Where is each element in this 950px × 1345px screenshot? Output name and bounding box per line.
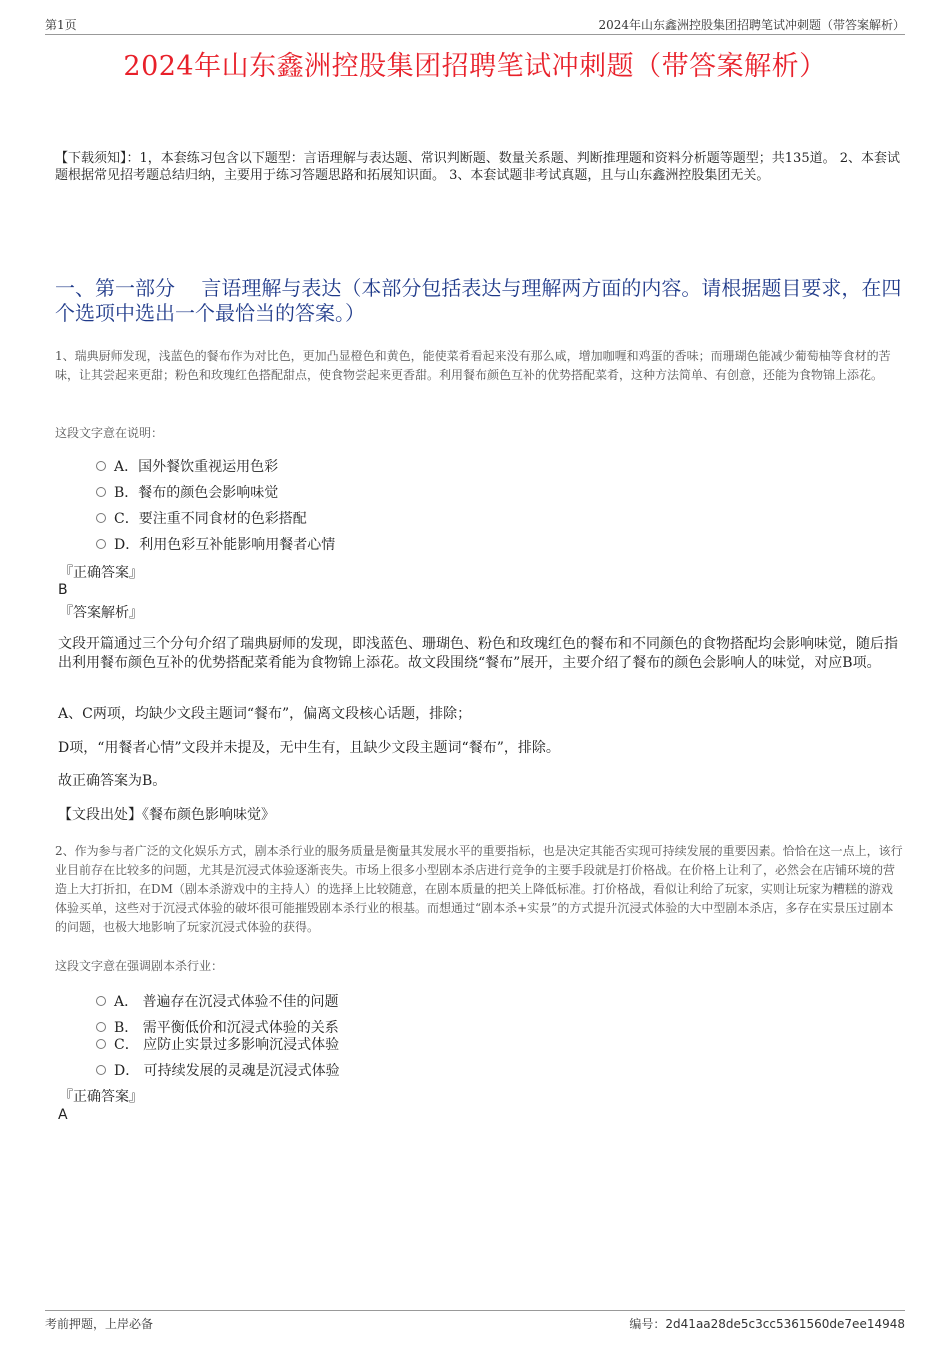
option-label: A．国外餐饮重视运用色彩 [114, 459, 279, 475]
question-2-option-d[interactable] [96, 1060, 340, 1080]
radio-button-icon[interactable] [96, 487, 106, 497]
question-1-option-c[interactable] [96, 508, 307, 528]
option-label: D．利用色彩互补能影响用餐者心情 [114, 537, 336, 553]
option-label: A． 普遍存在沉浸式体验不佳的问题 [114, 994, 339, 1010]
question-2-answer-label: 『正确答案』 [59, 1089, 143, 1105]
question-1-analysis-paragraph-2: A、C两项，均缺少文段主题词“餐布”，偏离文段核心话题，排除； [58, 706, 472, 722]
radio-button-icon[interactable] [96, 461, 106, 471]
radio-button-icon[interactable] [96, 1039, 106, 1049]
option-label: C．要注重不同食材的色彩搭配 [114, 511, 307, 527]
page-number: 第1页 [45, 18, 77, 32]
question-1-option-a[interactable] [96, 456, 278, 476]
question-1-answer-label: 『正确答案』 [59, 565, 143, 581]
question-1-text: 1、瑞典厨师发现，浅蓝色的餐布作为对比色，更加凸显橙色和黄色，能使菜肴看起来没有那么咸，增加咖喱和鸡蛋的香味；而珊瑚色能减少葡萄柚等食材的苦味，让其尝起来更甜；粉色和玫瑰红色搭配甜点，使食物尝起来更香甜。利用餐布颜色互补的优势搭配菜肴，这种方法简单、有创意，还能为食物锦上添花。 [55, 349, 891, 382]
option-label: B．餐布的颜色会影响味觉 [114, 485, 279, 501]
radio-button-icon[interactable] [96, 539, 106, 549]
footer-code [629, 1315, 905, 1332]
footer-code-value: 2d41aa28de5c3cc5361560de7ee14948 [665, 1317, 905, 1331]
footer-slogan: 考前押题，上岸必备 [45, 1317, 154, 1331]
radio-button-icon[interactable] [96, 996, 106, 1006]
question-1-analysis-paragraph-1: 文段开篇通过三个分句介绍了瑞典厨师的发现，即浅蓝色、珊瑚色、粉色和玫瑰红色的餐布和不同颜色的食物搭配均会影响味觉，随后指出利用餐布颜色互补的优势搭配菜肴能为食物锦上添花。故文段围绕“餐布”展开，主要介绍了餐布的颜色会影响人的味觉，对应B项。 [58, 636, 898, 671]
option-label: B． 需平衡低价和沉浸式体验的关系 [114, 1020, 339, 1036]
header-doc-title: 2024年山东鑫洲控股集团招聘笔试冲刺题（带答案解析） [598, 18, 905, 32]
question-1-option-d[interactable] [96, 534, 335, 554]
section-heading: 一、第一部分 言语理解与表达（本部分包括表达与理解两方面的内容。请根据题目要求，在四个选项中选出一个最恰当的答案。） [55, 276, 902, 325]
question-1-option-b[interactable] [96, 482, 278, 502]
question-1-analysis-label: 『答案解析』 [59, 605, 143, 621]
question-1-answer: B [58, 582, 68, 598]
footer-code-label: 编号： [629, 1317, 666, 1331]
question-2-option-c[interactable] [96, 1034, 339, 1054]
question-1-analysis-paragraph-3: D项，“用餐者心情”文段并未提及，无中生有，且缺少文段主题词“餐布”，排除。 [58, 740, 560, 756]
option-label: C． 应防止实景过多影响沉浸式体验 [114, 1037, 340, 1053]
question-2-text: 2、作为参与者广泛的文化娱乐方式，剧本杀行业的服务质量是衡量其发展水平的重要指标，也是决定其能否实现可持续发展的重要因素。恰恰在这一点上，该行业目前存在比较多的问题，尤其是沉浸式体验逐渐丧失。市场上很多小型剧本杀店进行竞争的主要手段就是打价格战。在价格上让利了，必然会在店铺环境的营造上大打折扣，在DM（剧本杀游戏中的主持人）的选择上比较随意，在剧本质量的把关上降低标准。打价格战，看似让利给了玩家，实则让玩家为糟糕的游戏体验买单，这些对于沉浸式体验的破坏很可能摧毁剧本杀行业的根基。而想通过“剧本杀+实景”的方式提升沉浸式体验的大中型剧本杀店，多存在实景压过剧本的问题，也极大地影响了玩家沉浸式体验的获得。 [55, 844, 903, 934]
question-2-prompt: 这段文字意在强调剧本杀行业： [55, 959, 224, 973]
question-1-source: 【文段出处】《餐布颜色影响味觉》 [58, 807, 275, 823]
question-2-answer: A [58, 1107, 68, 1123]
question-2-option-a[interactable] [96, 991, 339, 1011]
radio-button-icon[interactable] [96, 1022, 106, 1032]
download-notice: 【下载须知】：1，本套练习包含以下题型：言语理解与表达题、常识判断题、数量关系题、判断推理题和资料分析题等题型；共135道。 2、本套试题根据常见招考题总结归纳，主要用于练习答题思路和拓展知识面。 3、本套试题非考试真题，且与山东鑫洲控股集团无关。 [55, 151, 900, 183]
option-label: D． 可持续发展的灵魂是沉浸式体验 [114, 1063, 340, 1079]
question-1-prompt: 这段文字意在说明： [55, 426, 164, 440]
radio-button-icon[interactable] [96, 1065, 106, 1075]
radio-button-icon[interactable] [96, 513, 106, 523]
question-1-analysis-paragraph-4: 故正确答案为B。 [58, 773, 167, 789]
page-footer [45, 1310, 905, 1335]
page-header [45, 14, 905, 35]
document-title: 2024年山东鑫洲控股集团招聘笔试冲刺题（带答案解析） [123, 51, 827, 82]
